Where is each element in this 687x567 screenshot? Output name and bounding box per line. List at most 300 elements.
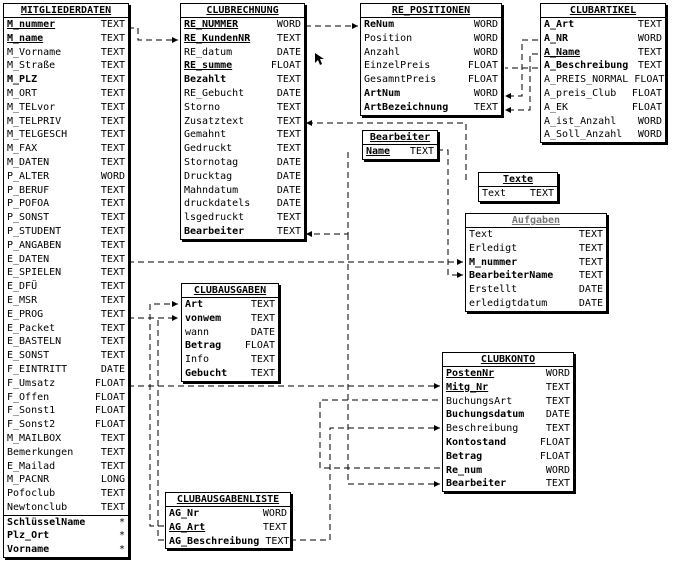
- field-type: WORD: [637, 129, 662, 141]
- field-type: TEXT: [100, 198, 125, 210]
- field-name: Re_num: [446, 464, 483, 476]
- field-name: E_Packet: [7, 322, 56, 334]
- field-name: P_BERUF: [7, 184, 50, 196]
- rel-artikel-artbez: [505, 54, 538, 110]
- table-title: CLUBARTIKEL: [541, 4, 665, 18]
- field-row[interactable]: [364, 87, 498, 101]
- field-row[interactable]: [7, 211, 125, 225]
- field-name: P_POFOA: [7, 198, 50, 210]
- field-row[interactable]: [7, 115, 125, 129]
- rel-ausgabenliste-ausgaben-b: [158, 318, 164, 540]
- index-name: Plz_Ort: [7, 530, 50, 542]
- field-row[interactable]: [7, 404, 125, 418]
- field-name: M_TELvor: [7, 101, 56, 113]
- field-row[interactable]: [364, 18, 498, 32]
- field-type: FLOAT: [467, 60, 498, 72]
- field-row[interactable]: [7, 87, 125, 101]
- field-type: TEXT: [100, 460, 125, 472]
- field-type: TEXT: [250, 367, 275, 379]
- field-type: TEXT: [276, 101, 301, 113]
- field-name: Pofoclub: [7, 488, 56, 500]
- field-row[interactable]: [184, 170, 301, 184]
- field-name: lsgedruckt: [184, 212, 245, 224]
- field-row[interactable]: [169, 535, 290, 549]
- field-type: TEXT: [100, 46, 125, 58]
- field-type: FLOAT: [631, 101, 662, 113]
- field-name: Mitg_Nr: [446, 381, 489, 393]
- field-name: A_Soll_Anzahl: [544, 129, 623, 141]
- table-title: RE_POSITIONEN: [361, 4, 501, 18]
- table-clubausgaben[interactable]: [181, 283, 279, 382]
- field-row[interactable]: [446, 436, 570, 450]
- field-name: Mahndatum: [184, 184, 239, 196]
- field-list: [443, 367, 573, 491]
- field-row[interactable]: [7, 335, 125, 349]
- field-name: P_SONST: [7, 212, 50, 224]
- field-type: DATE: [100, 363, 125, 375]
- field-name: wann: [185, 326, 210, 338]
- field-row[interactable]: [469, 242, 603, 256]
- field-type: TEXT: [276, 225, 301, 237]
- field-type: FLOAT: [634, 74, 665, 86]
- field-row[interactable]: [7, 363, 125, 377]
- field-name: AG_Beschreibung: [169, 535, 260, 547]
- field-row[interactable]: [446, 395, 570, 409]
- index-name: SchlüsselName: [7, 516, 86, 528]
- field-name: Zusatztext: [184, 115, 245, 127]
- field-type: TEXT: [100, 281, 125, 293]
- field-type: WORD: [473, 32, 498, 44]
- field-row[interactable]: [184, 197, 301, 211]
- field-name: Gemahnt: [184, 129, 227, 141]
- field-row[interactable]: [469, 283, 603, 297]
- field-type: TEXT: [276, 115, 301, 127]
- field-row[interactable]: [185, 367, 275, 381]
- field-type: TEXT: [100, 129, 125, 141]
- field-list: [361, 18, 501, 115]
- field-row[interactable]: [7, 46, 125, 60]
- field-row[interactable]: [7, 487, 125, 501]
- field-row[interactable]: [7, 460, 125, 474]
- field-type: FLOAT: [631, 87, 662, 99]
- field-row[interactable]: [544, 101, 662, 115]
- field-type: TEXT: [100, 212, 125, 224]
- field-list: [4, 18, 128, 515]
- field-name: M_ORT: [7, 87, 38, 99]
- field-name: Beschreibung: [446, 423, 519, 435]
- field-name: AG_Art: [169, 521, 206, 533]
- field-name: RE_Gebucht: [184, 87, 245, 99]
- field-name: ArtBezeichnung: [364, 101, 449, 113]
- field-name: E_SPIELEN: [7, 267, 62, 279]
- field-row[interactable]: [7, 294, 125, 308]
- field-name: Info: [185, 354, 210, 366]
- field-row[interactable]: [184, 142, 301, 156]
- field-row[interactable]: [469, 228, 603, 242]
- field-row[interactable]: [184, 115, 301, 129]
- field-row[interactable]: [184, 156, 301, 170]
- field-type: DATE: [276, 170, 301, 182]
- field-name: BearbeiterName: [469, 270, 554, 282]
- field-name: A_PREIS_NORMAL: [544, 74, 629, 86]
- index-row[interactable]: [7, 529, 125, 543]
- field-row[interactable]: [184, 73, 301, 87]
- field-type: TEXT: [100, 101, 125, 113]
- table-clubausgabenliste[interactable]: [165, 492, 291, 549]
- field-row[interactable]: [446, 477, 570, 491]
- field-type: WORD: [545, 368, 570, 379]
- field-name: M_TELPRIV: [7, 115, 62, 127]
- field-row[interactable]: [184, 18, 301, 32]
- field-row[interactable]: [185, 353, 275, 367]
- field-name: druckdatels: [184, 198, 251, 210]
- table-title: Aufgaben: [466, 214, 606, 228]
- field-name: Text: [469, 229, 494, 240]
- field-type: TEXT: [100, 432, 125, 444]
- field-row[interactable]: [544, 115, 662, 129]
- field-row[interactable]: [7, 101, 125, 115]
- field-row[interactable]: [184, 101, 301, 115]
- field-type: DATE: [578, 284, 603, 296]
- field-name: BuchungsArt: [446, 395, 513, 407]
- field-row[interactable]: [7, 128, 125, 142]
- field-row[interactable]: [7, 142, 125, 156]
- field-row[interactable]: [469, 256, 603, 270]
- field-name: F_Sonst1: [7, 405, 56, 417]
- field-type: DATE: [578, 297, 603, 309]
- field-row[interactable]: [446, 408, 570, 422]
- field-name: AG_Nr: [169, 508, 200, 519]
- field-name: vonwem: [185, 312, 222, 324]
- field-row[interactable]: [446, 464, 570, 478]
- field-type: TEXT: [100, 446, 125, 458]
- field-name: E_PROG: [7, 308, 44, 320]
- field-row[interactable]: [7, 18, 125, 32]
- field-row[interactable]: [7, 59, 125, 73]
- field-type: DATE: [276, 46, 301, 58]
- field-row[interactable]: [7, 308, 125, 322]
- index-marker: *: [118, 544, 125, 556]
- table-title: CLUBRECHNUNG: [181, 4, 304, 18]
- table-aufgaben[interactable]: [465, 213, 607, 312]
- field-row[interactable]: [482, 187, 554, 201]
- field-type: TEXT: [100, 267, 125, 279]
- field-row[interactable]: [544, 32, 662, 46]
- field-row[interactable]: [185, 312, 275, 326]
- field-row[interactable]: [364, 32, 498, 46]
- field-row[interactable]: [7, 446, 125, 460]
- field-type: TEXT: [637, 19, 662, 30]
- field-type: FLOAT: [94, 405, 125, 417]
- field-type: TEXT: [250, 312, 275, 324]
- field-type: TEXT: [100, 115, 125, 127]
- field-type: DATE: [276, 156, 301, 168]
- field-row[interactable]: [169, 507, 287, 521]
- field-name: A_Art: [544, 19, 575, 30]
- field-name: RE_NUMMER: [184, 19, 239, 30]
- field-type: TEXT: [100, 239, 125, 251]
- field-name: Stornotag: [184, 156, 239, 168]
- field-type: TEXT: [100, 294, 125, 306]
- field-row[interactable]: [7, 432, 125, 446]
- field-row[interactable]: [446, 450, 570, 464]
- field-name: Kontostand: [446, 436, 507, 448]
- field-row[interactable]: [7, 197, 125, 211]
- rel-bearbeiter-aufgaben: [437, 150, 463, 275]
- field-row[interactable]: [184, 225, 301, 239]
- field-type: TEXT: [409, 146, 434, 157]
- field-row[interactable]: [544, 128, 662, 142]
- field-name: M_Vorname: [7, 46, 62, 58]
- field-type: TEXT: [276, 32, 301, 44]
- field-name: PostenNr: [446, 368, 495, 379]
- field-type: WORD: [545, 464, 570, 476]
- field-type: TEXT: [100, 308, 125, 320]
- table-clubkonto[interactable]: [442, 352, 574, 492]
- field-type: DATE: [276, 87, 301, 99]
- field-name: E_BASTELN: [7, 336, 62, 348]
- field-row[interactable]: [185, 326, 275, 340]
- rel-ausgabenliste-konto: [290, 428, 440, 540]
- index-list: [4, 515, 128, 557]
- field-type: TEXT: [250, 299, 275, 310]
- field-type: TEXT: [637, 60, 662, 72]
- field-name: Betrag: [185, 340, 222, 352]
- field-row[interactable]: [544, 87, 662, 101]
- field-type: DATE: [250, 326, 275, 338]
- field-type: TEXT: [265, 535, 290, 547]
- field-type: TEXT: [276, 74, 301, 86]
- table-bearbeiter[interactable]: [362, 130, 438, 160]
- field-name: Drucktag: [184, 170, 233, 182]
- field-type: TEXT: [100, 350, 125, 362]
- field-type: TEXT: [100, 143, 125, 155]
- field-row[interactable]: [7, 170, 125, 184]
- field-row[interactable]: [7, 225, 125, 239]
- field-type: WORD: [473, 19, 498, 30]
- rel-konto-rechnung: [320, 400, 440, 468]
- field-row[interactable]: [7, 473, 125, 487]
- field-row[interactable]: [364, 101, 498, 115]
- field-type: FLOAT: [539, 450, 570, 462]
- field-name: M_name: [7, 32, 44, 44]
- field-row[interactable]: [7, 280, 125, 294]
- field-name: Bezahlt: [184, 74, 227, 86]
- rel-bearbeiter-rechnung: [306, 152, 348, 234]
- field-row[interactable]: [7, 391, 125, 405]
- field-row[interactable]: [364, 73, 498, 87]
- field-name: F_Sonst2: [7, 419, 56, 431]
- field-type: WORD: [637, 32, 662, 44]
- field-name: Buchungsdatum: [446, 409, 525, 421]
- field-row[interactable]: [7, 32, 125, 46]
- field-name: M_FAX: [7, 143, 38, 155]
- field-name: A_EK: [544, 101, 569, 113]
- field-row[interactable]: [7, 377, 125, 391]
- field-name: Newtonclub: [7, 501, 68, 513]
- field-type: TEXT: [100, 32, 125, 44]
- rel-bearbeiter-konto: [348, 234, 440, 484]
- field-row[interactable]: [184, 32, 301, 46]
- field-list: [182, 298, 278, 381]
- field-name: M_Straße: [7, 60, 56, 72]
- field-name: M_DATEN: [7, 156, 50, 168]
- field-row[interactable]: [366, 145, 434, 159]
- field-name: A_Beschreibung: [544, 60, 629, 72]
- field-name: Gebucht: [185, 367, 228, 379]
- field-name: M_nummer: [7, 19, 56, 30]
- field-type: TEXT: [100, 253, 125, 265]
- field-row[interactable]: [184, 59, 301, 73]
- table-mitgliederdaten[interactable]: [3, 3, 129, 558]
- field-name: Betrag: [446, 450, 483, 462]
- field-row[interactable]: [184, 87, 301, 101]
- field-type: WORD: [276, 19, 301, 30]
- field-row[interactable]: [544, 59, 662, 73]
- field-row[interactable]: [7, 73, 125, 87]
- table-re-positionen[interactable]: [360, 3, 502, 116]
- field-name: Position: [364, 32, 413, 44]
- field-row[interactable]: [7, 322, 125, 336]
- field-row[interactable]: [446, 381, 570, 395]
- field-row[interactable]: [446, 422, 570, 436]
- field-type: WORD: [473, 46, 498, 58]
- field-name: GesamntPreis: [364, 74, 437, 86]
- field-type: DATE: [545, 409, 570, 421]
- field-name: M_TELGESCH: [7, 129, 68, 141]
- field-type: FLOAT: [539, 436, 570, 448]
- field-name: M_PACNR: [7, 474, 50, 486]
- field-type: WORD: [473, 87, 498, 99]
- field-row[interactable]: [7, 184, 125, 198]
- field-row[interactable]: [544, 73, 665, 87]
- field-type: TEXT: [578, 242, 603, 254]
- field-row[interactable]: [7, 418, 125, 432]
- field-row[interactable]: [169, 521, 287, 535]
- field-name: Erledigt: [469, 242, 518, 254]
- field-name: M_PLZ: [7, 74, 38, 86]
- table-clubartikel[interactable]: [540, 3, 666, 143]
- field-name: E_DATEN: [7, 253, 50, 265]
- field-row[interactable]: [184, 128, 301, 142]
- field-name: F_Offen: [7, 391, 50, 403]
- field-row[interactable]: [544, 46, 662, 60]
- field-name: P_STUDENT: [7, 225, 62, 237]
- field-type: FLOAT: [244, 340, 275, 352]
- index-row[interactable]: [7, 516, 125, 530]
- field-row[interactable]: [364, 59, 498, 73]
- field-type: TEXT: [276, 143, 301, 155]
- field-type: TEXT: [100, 60, 125, 72]
- field-row[interactable]: [7, 349, 125, 363]
- field-type: TEXT: [100, 74, 125, 86]
- field-name: Anzahl: [364, 46, 401, 58]
- field-type: TEXT: [545, 395, 570, 407]
- field-name: E_Mailad: [7, 460, 56, 472]
- field-type: TEXT: [100, 225, 125, 237]
- field-type: TEXT: [578, 270, 603, 282]
- field-name: ArtNum: [364, 87, 401, 99]
- field-row[interactable]: [184, 211, 301, 225]
- index-row[interactable]: [7, 543, 125, 557]
- field-name: F_Umsatz: [7, 377, 56, 389]
- field-type: FLOAT: [94, 377, 125, 389]
- field-name: ReNum: [364, 19, 395, 30]
- rel-mitglied-rechnung: [128, 28, 178, 40]
- field-name: E_SONST: [7, 350, 50, 362]
- field-row[interactable]: [544, 18, 662, 32]
- field-name: Bearbeiter: [446, 478, 507, 490]
- field-row[interactable]: [7, 266, 125, 280]
- field-type: TEXT: [262, 521, 287, 533]
- field-type: TEXT: [100, 87, 125, 99]
- field-row[interactable]: [7, 253, 125, 267]
- table-title: CLUBKONTO: [443, 353, 573, 367]
- field-type: TEXT: [250, 354, 275, 366]
- table-title: CLUBAUSGABEN: [182, 284, 278, 298]
- field-row[interactable]: [7, 501, 125, 515]
- field-type: TEXT: [100, 488, 125, 500]
- field-row[interactable]: [446, 367, 570, 381]
- field-name: RE_summe: [184, 60, 233, 72]
- field-type: TEXT: [100, 184, 125, 196]
- field-row[interactable]: [469, 297, 603, 311]
- field-type: TEXT: [473, 101, 498, 113]
- field-type: WORD: [100, 170, 125, 182]
- mouse-pointer-icon: [314, 52, 324, 66]
- field-name: Erstellt: [469, 284, 518, 296]
- table-clubrechnung[interactable]: [180, 3, 305, 240]
- field-row[interactable]: [7, 239, 125, 253]
- field-name: A_Name: [544, 46, 581, 58]
- field-row[interactable]: [469, 269, 603, 283]
- field-type: WORD: [637, 115, 662, 127]
- field-row[interactable]: [185, 339, 275, 353]
- field-type: TEXT: [545, 381, 570, 393]
- field-name: RE_KundenNR: [184, 32, 251, 44]
- field-row[interactable]: [364, 46, 498, 60]
- field-name: erledigtdatum: [469, 297, 548, 309]
- field-type: FLOAT: [467, 74, 498, 86]
- field-type: TEXT: [100, 156, 125, 168]
- field-name: Gedruckt: [184, 143, 233, 155]
- field-row[interactable]: [184, 184, 301, 198]
- table-texte[interactable]: [478, 172, 558, 202]
- field-list: [466, 228, 606, 311]
- index-name: Vorname: [7, 544, 50, 556]
- field-type: FLOAT: [94, 419, 125, 431]
- field-type: TEXT: [529, 188, 554, 199]
- field-type: WORD: [262, 508, 287, 519]
- field-name: EinzelPreis: [364, 60, 431, 72]
- field-type: DATE: [276, 198, 301, 210]
- field-type: FLOAT: [94, 391, 125, 403]
- field-name: E_DFÜ: [7, 281, 38, 293]
- field-row[interactable]: [185, 298, 275, 312]
- field-type: TEXT: [100, 501, 125, 513]
- field-list: [541, 18, 665, 142]
- field-type: TEXT: [637, 46, 662, 58]
- field-row[interactable]: [184, 46, 301, 60]
- field-name: A_ist_Anzahl: [544, 115, 617, 127]
- field-list: [166, 507, 290, 548]
- field-type: TEXT: [578, 229, 603, 240]
- table-title: CLUBAUSGABENLISTE: [166, 493, 290, 507]
- field-name: Bemerkungen: [7, 446, 74, 458]
- field-row[interactable]: [7, 156, 125, 170]
- field-type: TEXT: [545, 478, 570, 490]
- field-type: TEXT: [545, 423, 570, 435]
